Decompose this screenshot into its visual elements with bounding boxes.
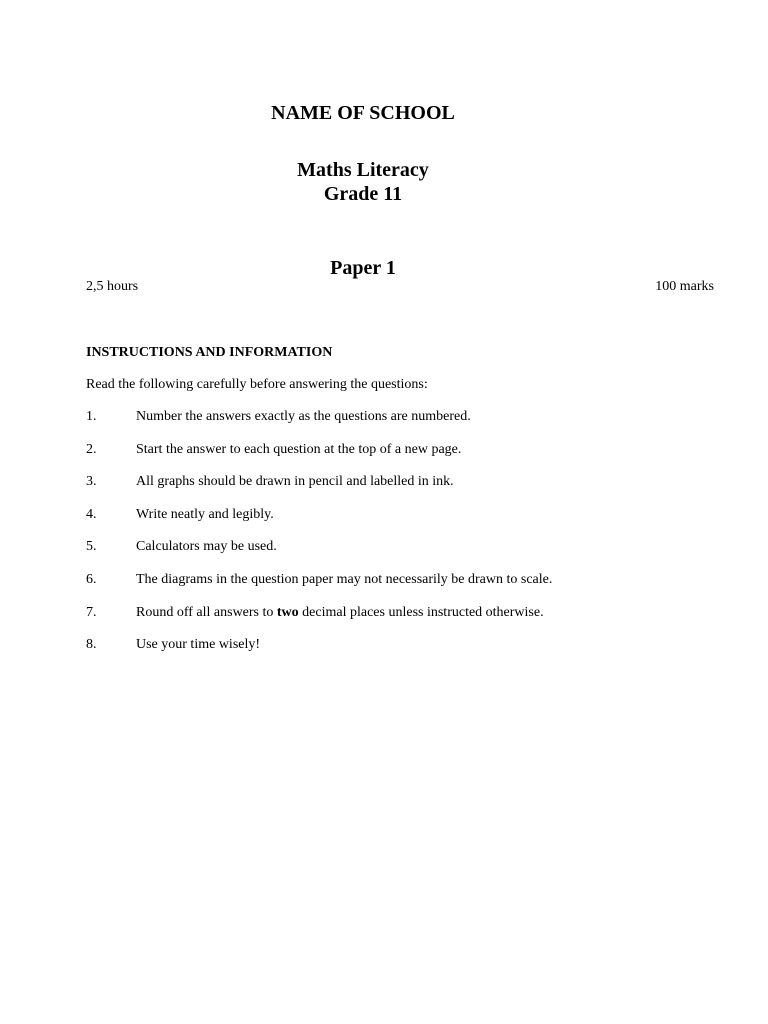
instruction-item bbox=[86, 571, 726, 604]
instruction-number: 3. bbox=[86, 474, 97, 490]
instruction-number: 8. bbox=[86, 637, 97, 653]
instruction-item bbox=[86, 506, 726, 539]
instruction-text: Use your time wisely! bbox=[136, 637, 261, 653]
instruction-number: 5. bbox=[86, 539, 97, 555]
instruction-number: 1. bbox=[86, 409, 97, 424]
exam-duration: 2,5 hours bbox=[86, 279, 139, 294]
instruction-number: 7. bbox=[86, 604, 97, 620]
instruction-text: Calculators may be used. bbox=[136, 539, 277, 555]
instructions-intro: Read the following carefully before answering the questions: bbox=[86, 377, 428, 392]
grade-title: Grade 11 bbox=[323, 183, 403, 205]
instruction-text bbox=[136, 604, 544, 622]
instruction-item bbox=[86, 408, 726, 441]
instruction-text: Number the answers exactly as the questions are numbered. bbox=[136, 409, 471, 424]
paper-title: Paper 1 bbox=[330, 257, 396, 279]
total-marks: 100 marks bbox=[655, 279, 714, 294]
instruction-text: Write neatly and legibly. bbox=[136, 506, 274, 522]
instruction-text-emphasis: two bbox=[276, 604, 299, 620]
instruction-number: 2. bbox=[86, 441, 97, 457]
school-name: NAME OF SCHOOL bbox=[271, 102, 455, 124]
instructions-list bbox=[86, 408, 726, 669]
instruction-text: Start the answer to each question at the top of a new page. bbox=[136, 441, 462, 457]
instruction-item bbox=[86, 473, 726, 506]
instruction-number: 6. bbox=[86, 571, 97, 587]
instruction-text: All graphs should be drawn in pencil and labelled in ink. bbox=[136, 474, 454, 490]
instruction-item bbox=[86, 604, 726, 637]
instruction-text: The diagrams in the question paper may not necessarily be drawn to scale. bbox=[136, 571, 553, 587]
instruction-text-after: decimal places unless instructed otherwise. bbox=[298, 604, 544, 620]
instruction-item bbox=[86, 538, 726, 571]
instruction-number: 4. bbox=[86, 506, 97, 522]
subject-title: Maths Literacy bbox=[297, 159, 429, 181]
instruction-item bbox=[86, 636, 726, 669]
instruction-text-before: Round off all answers to bbox=[136, 604, 277, 620]
instruction-item bbox=[86, 441, 726, 474]
instructions-heading: INSTRUCTIONS AND INFORMATION bbox=[86, 345, 333, 360]
